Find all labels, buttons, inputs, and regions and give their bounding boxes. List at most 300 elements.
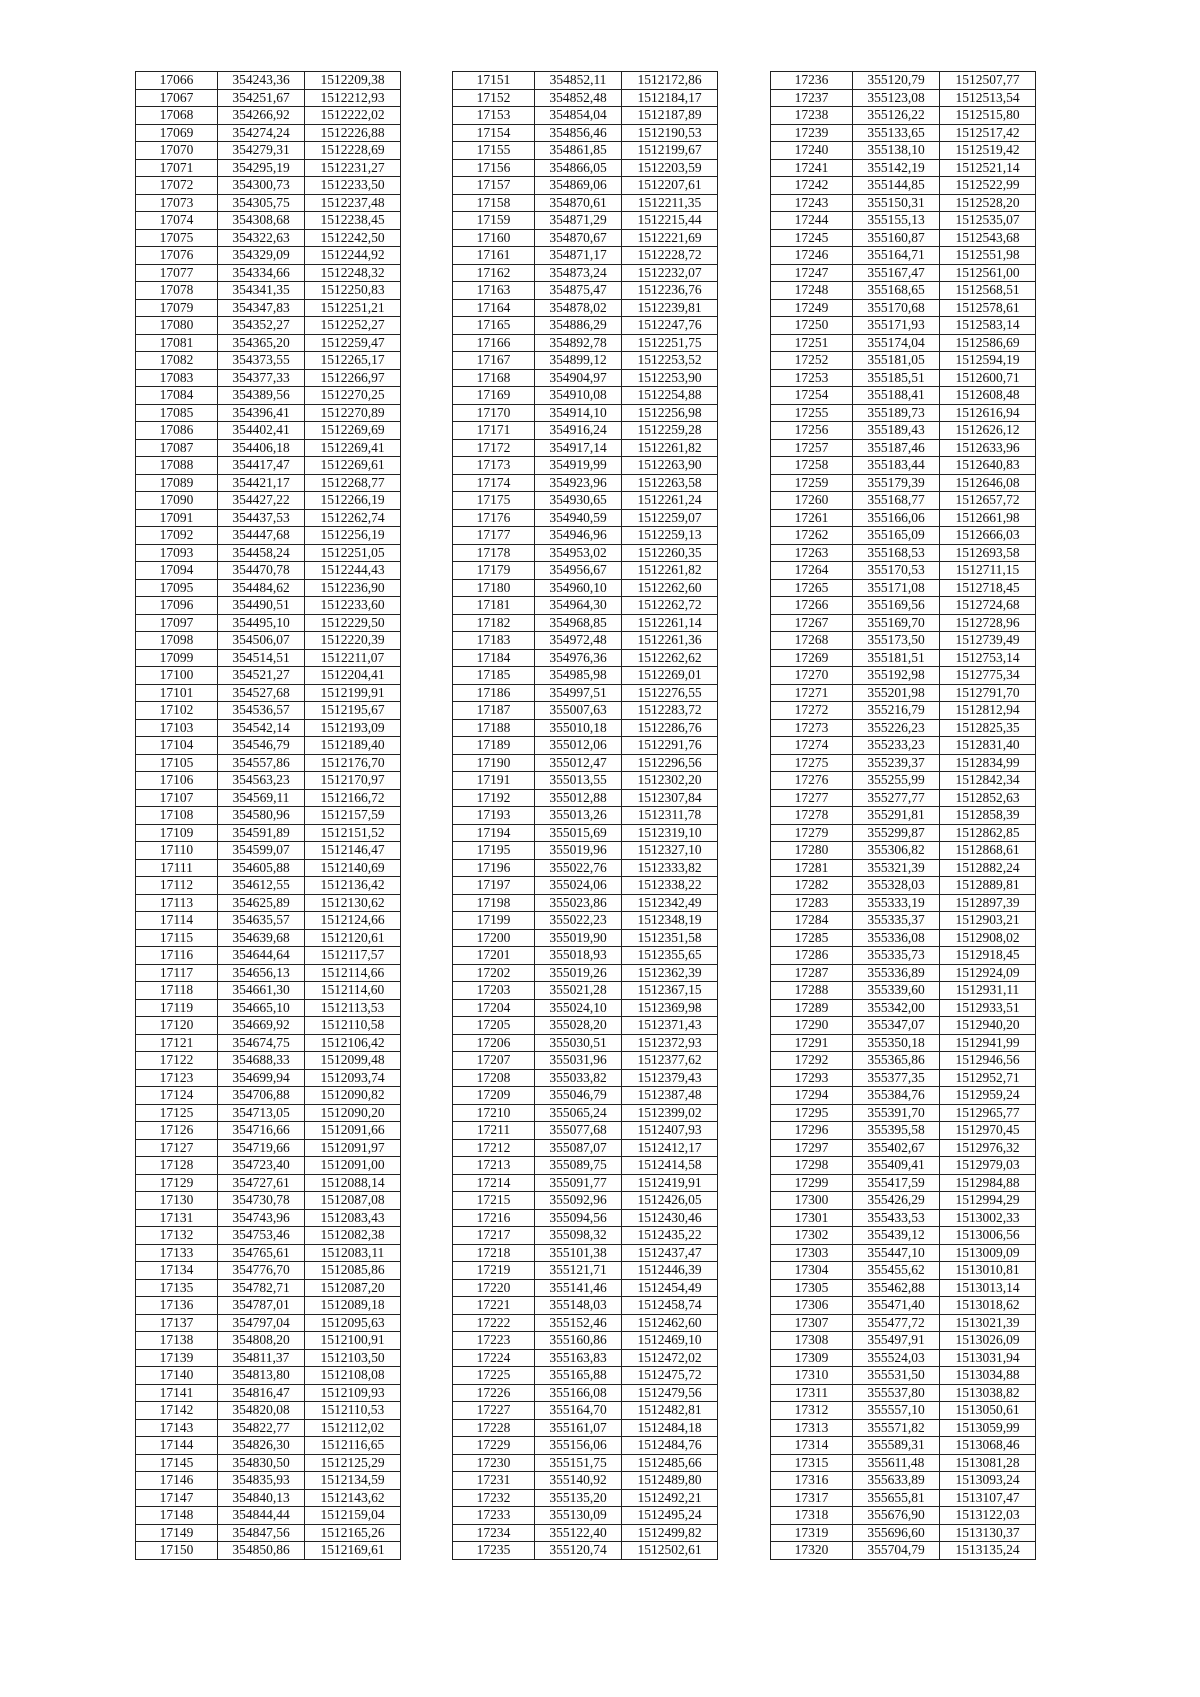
table-row	[136, 89, 401, 107]
point-number-cell: 17308	[771, 1332, 853, 1350]
x-coordinate-cell: 355350,18	[853, 1034, 940, 1052]
table-row	[771, 1384, 1036, 1402]
y-coordinate-cell: 1512124,66	[305, 912, 401, 930]
table-row	[136, 282, 401, 300]
y-coordinate-cell: 1512085,86	[305, 1262, 401, 1280]
point-number-cell: 17259	[771, 474, 853, 492]
point-number-cell: 17087	[136, 439, 218, 457]
x-coordinate-cell: 355121,71	[535, 1262, 622, 1280]
y-coordinate-cell: 1512286,76	[622, 719, 718, 737]
table-row	[136, 579, 401, 597]
y-coordinate-cell: 1512469,10	[622, 1332, 718, 1350]
x-coordinate-cell: 354334,66	[218, 264, 305, 282]
y-coordinate-cell: 1512090,82	[305, 1087, 401, 1105]
x-coordinate-cell: 354716,66	[218, 1122, 305, 1140]
table-row	[136, 247, 401, 265]
table-row	[771, 719, 1036, 737]
y-coordinate-cell: 1512419,91	[622, 1174, 718, 1192]
table-row	[136, 492, 401, 510]
y-coordinate-cell: 1512239,81	[622, 299, 718, 317]
x-coordinate-cell: 355347,07	[853, 1017, 940, 1035]
table-row	[771, 1034, 1036, 1052]
table-row	[453, 964, 718, 982]
point-number-cell: 17318	[771, 1507, 853, 1525]
y-coordinate-cell: 1512238,45	[305, 212, 401, 230]
table-row	[771, 1524, 1036, 1542]
y-coordinate-cell: 1512657,72	[940, 492, 1036, 510]
point-number-cell: 17185	[453, 667, 535, 685]
point-number-cell: 17068	[136, 107, 218, 125]
table-row	[453, 859, 718, 877]
point-number-cell: 17187	[453, 702, 535, 720]
table-row	[771, 89, 1036, 107]
y-coordinate-cell: 1512753,14	[940, 649, 1036, 667]
y-coordinate-cell: 1512521,14	[940, 159, 1036, 177]
x-coordinate-cell: 354300,73	[218, 177, 305, 195]
point-number-cell: 17291	[771, 1034, 853, 1052]
point-number-cell: 17246	[771, 247, 853, 265]
point-number-cell: 17112	[136, 877, 218, 895]
x-coordinate-cell: 355277,77	[853, 789, 940, 807]
y-coordinate-cell: 1512475,72	[622, 1367, 718, 1385]
x-coordinate-cell: 355174,04	[853, 334, 940, 352]
table-row	[136, 824, 401, 842]
point-number-cell: 17196	[453, 859, 535, 877]
x-coordinate-cell: 355142,19	[853, 159, 940, 177]
point-number-cell: 17266	[771, 597, 853, 615]
y-coordinate-cell: 1512253,52	[622, 352, 718, 370]
table-row	[453, 1192, 718, 1210]
table-row	[453, 1542, 718, 1560]
table-row	[771, 1069, 1036, 1087]
table-row	[453, 719, 718, 737]
table-row	[136, 649, 401, 667]
point-number-cell: 17317	[771, 1489, 853, 1507]
y-coordinate-cell: 1512176,70	[305, 754, 401, 772]
table-row	[771, 177, 1036, 195]
table-row	[453, 1139, 718, 1157]
x-coordinate-cell: 355150,31	[853, 194, 940, 212]
table-row	[771, 317, 1036, 335]
y-coordinate-cell: 1512269,01	[622, 667, 718, 685]
table-row	[771, 999, 1036, 1017]
y-coordinate-cell: 1512561,00	[940, 264, 1036, 282]
table-row	[771, 282, 1036, 300]
y-coordinate-cell: 1512259,13	[622, 527, 718, 545]
x-coordinate-cell: 354365,20	[218, 334, 305, 352]
table-row	[771, 1139, 1036, 1157]
table-row	[136, 1349, 401, 1367]
table-row	[453, 509, 718, 527]
x-coordinate-cell: 355013,55	[535, 772, 622, 790]
x-coordinate-cell: 354873,24	[535, 264, 622, 282]
y-coordinate-cell: 1512333,82	[622, 859, 718, 877]
table-row	[453, 124, 718, 142]
point-number-cell: 17203	[453, 982, 535, 1000]
y-coordinate-cell: 1513093,24	[940, 1472, 1036, 1490]
x-coordinate-cell: 354373,55	[218, 352, 305, 370]
point-number-cell: 17248	[771, 282, 853, 300]
y-coordinate-cell: 1512377,62	[622, 1052, 718, 1070]
y-coordinate-cell: 1512338,22	[622, 877, 718, 895]
x-coordinate-cell: 354840,13	[218, 1489, 305, 1507]
point-number-cell: 17207	[453, 1052, 535, 1070]
y-coordinate-cell: 1512711,15	[940, 562, 1036, 580]
point-number-cell: 17320	[771, 1542, 853, 1560]
point-number-cell: 17221	[453, 1297, 535, 1315]
x-coordinate-cell: 355161,07	[535, 1419, 622, 1437]
table-row	[136, 894, 401, 912]
y-coordinate-cell: 1512117,57	[305, 947, 401, 965]
table-row	[453, 544, 718, 562]
table-row	[136, 929, 401, 947]
point-number-cell: 17104	[136, 737, 218, 755]
x-coordinate-cell: 355409,41	[853, 1157, 940, 1175]
x-coordinate-cell: 355012,47	[535, 754, 622, 772]
table-row	[136, 1174, 401, 1192]
point-number-cell: 17144	[136, 1437, 218, 1455]
y-coordinate-cell: 1512724,68	[940, 597, 1036, 615]
x-coordinate-cell: 354484,62	[218, 579, 305, 597]
point-number-cell: 17071	[136, 159, 218, 177]
point-number-cell: 17299	[771, 1174, 853, 1192]
y-coordinate-cell: 1512207,61	[622, 177, 718, 195]
x-coordinate-cell: 354797,04	[218, 1314, 305, 1332]
y-coordinate-cell: 1512311,78	[622, 807, 718, 825]
y-coordinate-cell: 1512266,19	[305, 492, 401, 510]
y-coordinate-cell: 1512414,58	[622, 1157, 718, 1175]
y-coordinate-cell: 1512211,07	[305, 649, 401, 667]
x-coordinate-cell: 354490,51	[218, 597, 305, 615]
table-row	[136, 999, 401, 1017]
point-number-cell: 17175	[453, 492, 535, 510]
point-number-cell: 17316	[771, 1472, 853, 1490]
y-coordinate-cell: 1512087,20	[305, 1279, 401, 1297]
table-row	[136, 352, 401, 370]
x-coordinate-cell: 355335,37	[853, 912, 940, 930]
y-coordinate-cell: 1512791,70	[940, 684, 1036, 702]
y-coordinate-cell: 1512095,63	[305, 1314, 401, 1332]
y-coordinate-cell: 1512193,09	[305, 719, 401, 737]
x-coordinate-cell: 354892,78	[535, 334, 622, 352]
y-coordinate-cell: 1513021,39	[940, 1314, 1036, 1332]
y-coordinate-cell: 1512233,60	[305, 597, 401, 615]
point-number-cell: 17127	[136, 1139, 218, 1157]
point-number-cell: 17105	[136, 754, 218, 772]
table-row	[771, 352, 1036, 370]
point-number-cell: 17116	[136, 947, 218, 965]
x-coordinate-cell: 355426,29	[853, 1192, 940, 1210]
x-coordinate-cell: 355092,96	[535, 1192, 622, 1210]
x-coordinate-cell: 354953,02	[535, 544, 622, 562]
x-coordinate-cell: 354377,33	[218, 369, 305, 387]
point-number-cell: 17192	[453, 789, 535, 807]
y-coordinate-cell: 1512775,34	[940, 667, 1036, 685]
x-coordinate-cell: 354706,88	[218, 1087, 305, 1105]
y-coordinate-cell: 1512355,65	[622, 947, 718, 965]
table-row	[453, 89, 718, 107]
table-row	[453, 107, 718, 125]
y-coordinate-cell: 1512251,75	[622, 334, 718, 352]
table-row	[136, 1524, 401, 1542]
point-number-cell: 17303	[771, 1244, 853, 1262]
x-coordinate-cell: 354591,89	[218, 824, 305, 842]
table-row	[771, 632, 1036, 650]
x-coordinate-cell: 355171,93	[853, 317, 940, 335]
x-coordinate-cell: 355170,68	[853, 299, 940, 317]
x-coordinate-cell: 354816,47	[218, 1384, 305, 1402]
point-number-cell: 17227	[453, 1402, 535, 1420]
x-coordinate-cell: 354787,01	[218, 1297, 305, 1315]
point-number-cell: 17257	[771, 439, 853, 457]
point-number-cell: 17181	[453, 597, 535, 615]
point-number-cell: 17124	[136, 1087, 218, 1105]
y-coordinate-cell: 1512146,47	[305, 842, 401, 860]
point-number-cell: 17255	[771, 404, 853, 422]
x-coordinate-cell: 354279,31	[218, 142, 305, 160]
point-number-cell: 17245	[771, 229, 853, 247]
table-row	[771, 212, 1036, 230]
point-number-cell: 17182	[453, 614, 535, 632]
x-coordinate-cell: 355028,20	[535, 1017, 622, 1035]
y-coordinate-cell: 1512242,50	[305, 229, 401, 247]
table-row	[136, 1139, 401, 1157]
y-coordinate-cell: 1512270,89	[305, 404, 401, 422]
x-coordinate-cell: 354688,33	[218, 1052, 305, 1070]
point-number-cell: 17139	[136, 1349, 218, 1367]
x-coordinate-cell: 355144,85	[853, 177, 940, 195]
point-number-cell: 17078	[136, 282, 218, 300]
point-number-cell: 17171	[453, 422, 535, 440]
table-row	[771, 649, 1036, 667]
table-row	[453, 737, 718, 755]
table-row	[136, 1419, 401, 1437]
point-number-cell: 17155	[453, 142, 535, 160]
point-number-cell: 17280	[771, 842, 853, 860]
x-coordinate-cell: 355676,90	[853, 1507, 940, 1525]
x-coordinate-cell: 355135,20	[535, 1489, 622, 1507]
point-number-cell: 17158	[453, 194, 535, 212]
point-number-cell: 17077	[136, 264, 218, 282]
table-row	[453, 1507, 718, 1525]
y-coordinate-cell: 1512897,39	[940, 894, 1036, 912]
y-coordinate-cell: 1512082,38	[305, 1227, 401, 1245]
point-number-cell: 17314	[771, 1437, 853, 1455]
y-coordinate-cell: 1512515,80	[940, 107, 1036, 125]
x-coordinate-cell: 354322,63	[218, 229, 305, 247]
point-number-cell: 17254	[771, 387, 853, 405]
table-row	[771, 1174, 1036, 1192]
point-number-cell: 17200	[453, 929, 535, 947]
table-row	[771, 982, 1036, 1000]
y-coordinate-cell: 1512812,94	[940, 702, 1036, 720]
table-row	[136, 1017, 401, 1035]
table-row	[453, 1052, 718, 1070]
table-row	[771, 1367, 1036, 1385]
point-number-cell: 17106	[136, 772, 218, 790]
point-number-cell: 17111	[136, 859, 218, 877]
x-coordinate-cell: 354904,97	[535, 369, 622, 387]
x-coordinate-cell: 354612,55	[218, 877, 305, 895]
y-coordinate-cell: 1512959,24	[940, 1087, 1036, 1105]
y-coordinate-cell: 1512931,11	[940, 982, 1036, 1000]
y-coordinate-cell: 1512265,17	[305, 352, 401, 370]
point-number-cell: 17129	[136, 1174, 218, 1192]
y-coordinate-cell: 1512933,51	[940, 999, 1036, 1017]
table-row	[453, 1454, 718, 1472]
point-number-cell: 17131	[136, 1209, 218, 1227]
x-coordinate-cell: 355065,24	[535, 1104, 622, 1122]
point-number-cell: 17135	[136, 1279, 218, 1297]
x-coordinate-cell: 354669,92	[218, 1017, 305, 1035]
x-coordinate-cell: 354914,10	[535, 404, 622, 422]
y-coordinate-cell: 1512190,53	[622, 124, 718, 142]
x-coordinate-cell: 354835,93	[218, 1472, 305, 1490]
point-number-cell: 17229	[453, 1437, 535, 1455]
y-coordinate-cell: 1512435,22	[622, 1227, 718, 1245]
x-coordinate-cell: 354956,67	[535, 562, 622, 580]
point-number-cell: 17251	[771, 334, 853, 352]
point-number-cell: 17283	[771, 894, 853, 912]
table-row	[771, 1017, 1036, 1035]
table-row	[136, 317, 401, 335]
point-number-cell: 17247	[771, 264, 853, 282]
y-coordinate-cell: 1512261,14	[622, 614, 718, 632]
y-coordinate-cell: 1512261,24	[622, 492, 718, 510]
y-coordinate-cell: 1512261,82	[622, 439, 718, 457]
point-number-cell: 17271	[771, 684, 853, 702]
x-coordinate-cell: 355015,69	[535, 824, 622, 842]
x-coordinate-cell: 355164,70	[535, 1402, 622, 1420]
y-coordinate-cell: 1512492,21	[622, 1489, 718, 1507]
x-coordinate-cell: 354960,10	[535, 579, 622, 597]
point-number-cell: 17296	[771, 1122, 853, 1140]
table-row	[771, 807, 1036, 825]
table-row	[771, 247, 1036, 265]
y-coordinate-cell: 1512237,48	[305, 194, 401, 212]
point-number-cell: 17157	[453, 177, 535, 195]
table-row	[453, 1017, 718, 1035]
y-coordinate-cell: 1512262,62	[622, 649, 718, 667]
y-coordinate-cell: 1513107,47	[940, 1489, 1036, 1507]
point-number-cell: 17156	[453, 159, 535, 177]
y-coordinate-cell: 1512270,25	[305, 387, 401, 405]
point-number-cell: 17118	[136, 982, 218, 1000]
table-row	[136, 1367, 401, 1385]
point-number-cell: 17146	[136, 1472, 218, 1490]
y-coordinate-cell: 1512946,56	[940, 1052, 1036, 1070]
x-coordinate-cell: 355163,83	[535, 1349, 622, 1367]
table-row	[453, 264, 718, 282]
table-row	[136, 877, 401, 895]
x-coordinate-cell: 354808,20	[218, 1332, 305, 1350]
table-row	[136, 982, 401, 1000]
y-coordinate-cell: 1512372,93	[622, 1034, 718, 1052]
table-row	[771, 1297, 1036, 1315]
y-coordinate-cell: 1512430,46	[622, 1209, 718, 1227]
x-coordinate-cell: 355384,76	[853, 1087, 940, 1105]
y-coordinate-cell: 1513122,03	[940, 1507, 1036, 1525]
table-row	[453, 807, 718, 825]
x-coordinate-cell: 355433,53	[853, 1209, 940, 1227]
point-number-cell: 17100	[136, 667, 218, 685]
table-row	[453, 789, 718, 807]
x-coordinate-cell: 354251,67	[218, 89, 305, 107]
y-coordinate-cell: 1512268,77	[305, 474, 401, 492]
x-coordinate-cell: 355130,09	[535, 1507, 622, 1525]
x-coordinate-cell: 354852,48	[535, 89, 622, 107]
y-coordinate-cell: 1512868,61	[940, 842, 1036, 860]
x-coordinate-cell: 355077,68	[535, 1122, 622, 1140]
point-number-cell: 17070	[136, 142, 218, 160]
point-number-cell: 17223	[453, 1332, 535, 1350]
point-number-cell: 17193	[453, 807, 535, 825]
x-coordinate-cell: 354997,51	[535, 684, 622, 702]
table-row	[771, 1437, 1036, 1455]
x-coordinate-cell: 354730,78	[218, 1192, 305, 1210]
point-number-cell: 17164	[453, 299, 535, 317]
y-coordinate-cell: 1512228,72	[622, 247, 718, 265]
x-coordinate-cell: 355181,05	[853, 352, 940, 370]
y-coordinate-cell: 1512157,59	[305, 807, 401, 825]
y-coordinate-cell: 1512172,86	[622, 72, 718, 90]
table-row	[136, 1122, 401, 1140]
point-number-cell: 17204	[453, 999, 535, 1017]
table-row	[453, 142, 718, 160]
table-row	[453, 159, 718, 177]
point-number-cell: 17275	[771, 754, 853, 772]
table-row	[771, 824, 1036, 842]
table-row	[136, 737, 401, 755]
table-row	[771, 1227, 1036, 1245]
point-number-cell: 17264	[771, 562, 853, 580]
point-number-cell: 17160	[453, 229, 535, 247]
table-row	[453, 404, 718, 422]
point-number-cell: 17202	[453, 964, 535, 982]
x-coordinate-cell: 355007,63	[535, 702, 622, 720]
x-coordinate-cell: 354972,48	[535, 632, 622, 650]
table-row	[453, 947, 718, 965]
x-coordinate-cell: 354437,53	[218, 509, 305, 527]
x-coordinate-cell: 355291,81	[853, 807, 940, 825]
table-row	[771, 422, 1036, 440]
point-number-cell: 17134	[136, 1262, 218, 1280]
x-coordinate-cell: 355030,51	[535, 1034, 622, 1052]
table-row	[136, 1104, 401, 1122]
y-coordinate-cell: 1512482,81	[622, 1402, 718, 1420]
point-number-cell: 17290	[771, 1017, 853, 1035]
y-coordinate-cell: 1512204,41	[305, 667, 401, 685]
x-coordinate-cell: 354347,83	[218, 299, 305, 317]
point-number-cell: 17126	[136, 1122, 218, 1140]
y-coordinate-cell: 1512199,91	[305, 684, 401, 702]
point-number-cell: 17066	[136, 72, 218, 90]
table-row	[453, 1174, 718, 1192]
point-number-cell: 17101	[136, 684, 218, 702]
x-coordinate-cell: 354527,68	[218, 684, 305, 702]
y-coordinate-cell: 1513135,24	[940, 1542, 1036, 1560]
point-number-cell: 17166	[453, 334, 535, 352]
point-number-cell: 17243	[771, 194, 853, 212]
y-coordinate-cell: 1512116,65	[305, 1437, 401, 1455]
table-row	[136, 807, 401, 825]
point-number-cell: 17214	[453, 1174, 535, 1192]
point-number-cell: 17265	[771, 579, 853, 597]
point-number-cell: 17273	[771, 719, 853, 737]
y-coordinate-cell: 1512479,56	[622, 1384, 718, 1402]
table-row	[136, 562, 401, 580]
table-row	[453, 1209, 718, 1227]
